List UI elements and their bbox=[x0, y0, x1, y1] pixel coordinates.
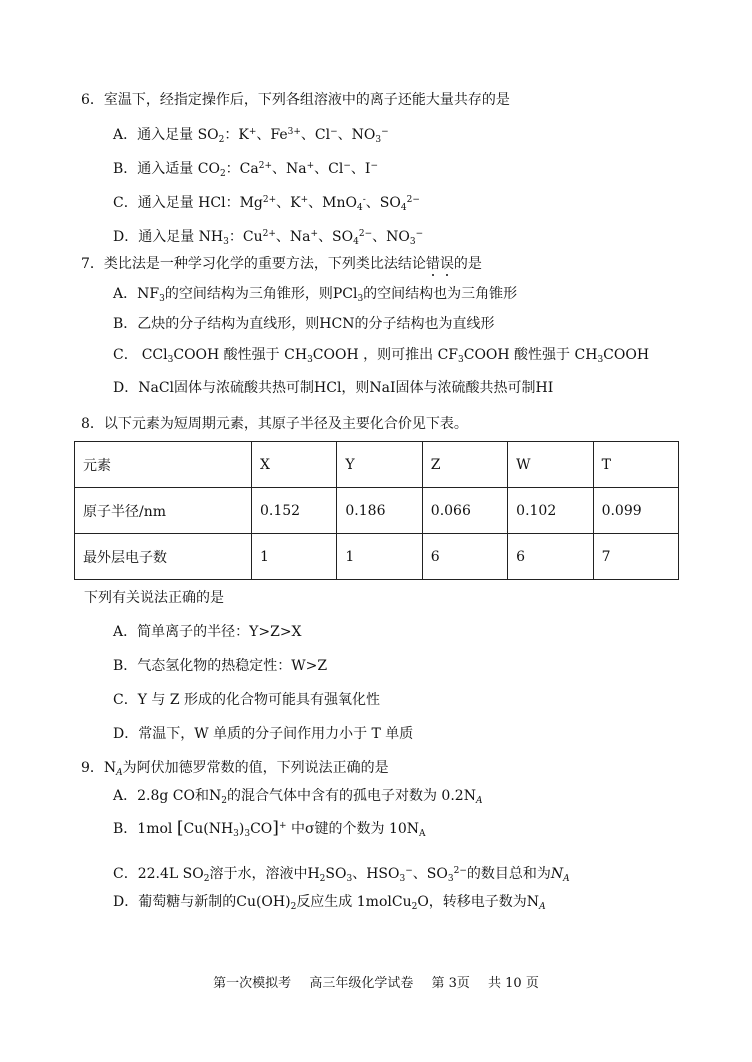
q7-stem: 7．类比法是一种学习化学的重要方法，下列类比法结论错误的是 bbox=[81, 256, 482, 272]
footer-subject: 高三年级化学试卷 bbox=[309, 976, 414, 991]
q6-option-c: C．通入足量 HCl：$Mg^{2+}$、K+、MnO$_4$-、$SO_4^{2-}$ bbox=[113, 195, 420, 213]
sigma-symbol: σ bbox=[304, 821, 315, 837]
q8-follow: 下列有关说法正确的是 bbox=[84, 590, 224, 606]
table-cell: 1 bbox=[252, 534, 337, 580]
table-cell: 0.186 bbox=[337, 488, 422, 534]
q9-option-b: B．1mol $[Cu(NH_3)_3CO]^+$ 中σ键的个数为 $10N_A$ bbox=[113, 818, 426, 839]
table-cell: Z bbox=[422, 442, 507, 488]
q8-stem: 8．以下元素为短周期元素，其原子半径及主要化合价见下表。 bbox=[81, 416, 468, 432]
table-cell: 1 bbox=[337, 534, 422, 580]
footer-exam: 第一次模拟考 bbox=[213, 976, 292, 991]
q9-option-c: C．22.4L $SO_2$溶于水，溶液中$H_2SO_3$、$HSO_3^-$、$SO_3^{2-}$的数目总和为$N_A$ bbox=[113, 866, 570, 884]
q7-option-b: B．乙炔的分子结构为直线形，则HCN的分子结构也为直线形 bbox=[113, 316, 495, 332]
table-cell: T bbox=[593, 442, 678, 488]
q9-option-d: D．葡萄糖与新制的$Cu(OH)_2$反应生成 1molCu$_2$O，转移电子数为$N_A$ bbox=[113, 894, 546, 912]
element-table bbox=[74, 441, 679, 580]
table-cell: 0.099 bbox=[593, 488, 678, 534]
table-cell: W bbox=[508, 442, 593, 488]
q7-option-d: D．NaCl固体与浓硫酸共热可制HCl，则NaI固体与浓硫酸共热可制HI bbox=[113, 380, 554, 396]
q7-option-a: A．$NF_3$的空间结构为三角锥形，则PCl$_3$的空间结构也为三角锥形 bbox=[113, 286, 518, 304]
table-row bbox=[75, 534, 679, 580]
table-cell: 0.102 bbox=[508, 488, 593, 534]
table-cell: 6 bbox=[508, 534, 593, 580]
table-row bbox=[75, 488, 679, 534]
table-cell: 元素 bbox=[75, 442, 252, 488]
q8-option-a: A．简单离子的半径：Y>Z>X bbox=[113, 624, 302, 640]
q7-option-c: C． CCl$_3$COOH 酸性强于 $CH_3COOH$ ，则可推出 $CF_3COOH$ 酸性强于 $CH_3COOH$ bbox=[113, 347, 650, 365]
table-cell: 0.066 bbox=[422, 488, 507, 534]
table-cell: 最外层电子数 bbox=[75, 534, 252, 580]
q8-option-b: B．气态氢化物的热稳定性：W>Z bbox=[113, 658, 328, 674]
table-cell: 6 bbox=[422, 534, 507, 580]
q6-option-d: D．通入足量 $NH_3$：$Cu^{2+}$、Na+、$SO_4^{2-}$、$NO_3^-$ bbox=[113, 229, 424, 247]
table-cell: 原子半径/nm bbox=[75, 488, 252, 534]
page-footer bbox=[0, 972, 752, 991]
q9-stem: 9．$N_A$为阿伏加德罗常数的值，下列说法正确的是 bbox=[81, 760, 389, 778]
q8-option-d: D．常温下，W 单质的分子间作用力小于 T 单质 bbox=[113, 726, 414, 742]
q6-option-b: B．通入适量 $CO_2$：$Ca^{2+}$、Na+、Cl−、I− bbox=[113, 161, 378, 179]
q6-option-a: A．通入足量 $SO_2$：K+、$Fe^{3+}$、Cl−、$NO_3^-$ bbox=[113, 127, 389, 145]
table-cell: 0.152 bbox=[252, 488, 337, 534]
table-header-row bbox=[75, 442, 679, 488]
footer-total: 共 10 页 bbox=[488, 976, 539, 991]
table-cell: X bbox=[252, 442, 337, 488]
q8-option-c: C．Y 与 Z 形成的化合物可能具有强氧化性 bbox=[113, 692, 381, 708]
q9-option-a: A．2.8g CO和$N_2$的混合气体中含有的孤电子对数为 $0.2N_A$ bbox=[113, 788, 483, 806]
q6-stem: 6．室温下，经指定操作后，下列各组溶液中的离子还能大量共存的是 bbox=[81, 92, 510, 108]
table-cell: 7 bbox=[593, 534, 678, 580]
table-cell: Y bbox=[337, 442, 422, 488]
footer-page: 第 3页 bbox=[431, 976, 470, 991]
